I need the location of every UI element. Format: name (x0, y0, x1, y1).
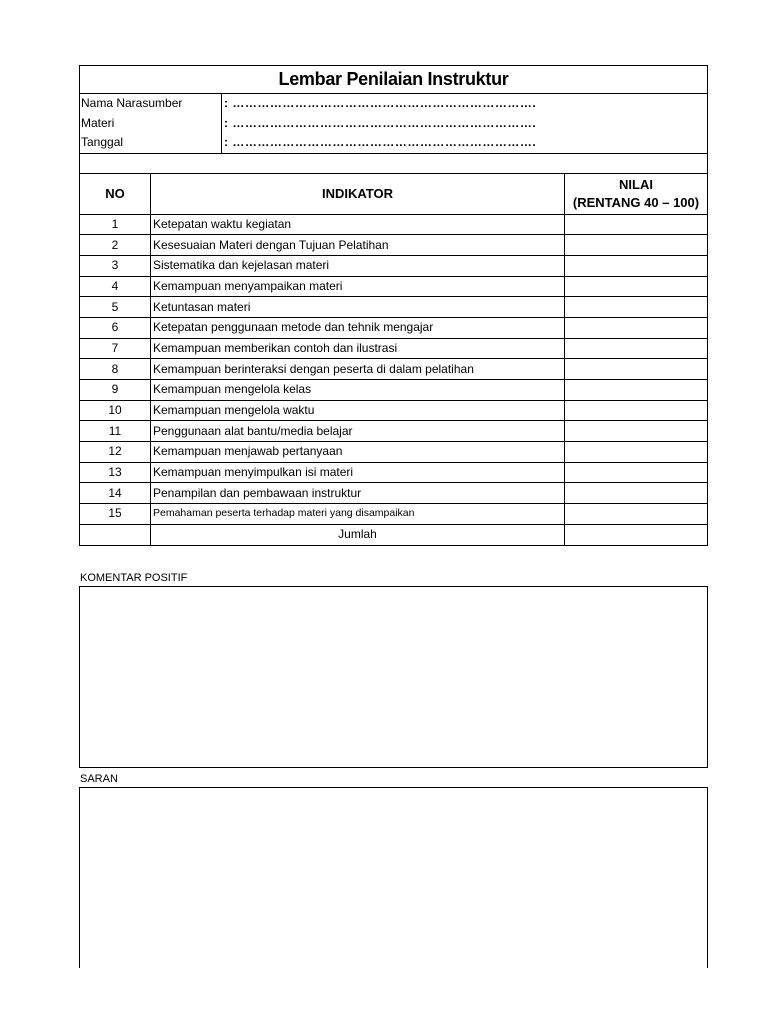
assessment-form (79, 65, 707, 546)
assessment-table (79, 65, 708, 546)
table-row (80, 380, 708, 401)
header-indikator: INDIKATOR (151, 173, 565, 214)
row-indikator: Kemampuan mengelola kelas (151, 380, 565, 401)
table-row (80, 483, 708, 504)
row-number: 1 (80, 214, 151, 235)
row-number: 12 (80, 442, 151, 463)
row-indikator: Kemampuan menyampaikan materi (151, 276, 565, 297)
row-number: 4 (80, 276, 151, 297)
row-nilai-cell[interactable] (565, 359, 708, 380)
table-row (80, 421, 708, 442)
row-indikator: Penggunaan alat bantu/media belajar (151, 421, 565, 442)
row-number: 6 (80, 317, 151, 338)
total-value-cell[interactable] (565, 524, 708, 545)
tanggal-field[interactable]: : ………………………………………………………………. (224, 135, 537, 149)
row-indikator: Kemampuan mengelola waktu (151, 400, 565, 421)
table-row (80, 276, 708, 297)
table-row (80, 235, 708, 256)
row-number: 7 (80, 338, 151, 359)
row-nilai-cell[interactable] (565, 214, 708, 235)
row-number: 15 (80, 504, 151, 525)
row-nilai-cell[interactable] (565, 462, 708, 483)
row-number: 13 (80, 462, 151, 483)
table-row (80, 400, 708, 421)
info-row-narasumber (80, 94, 707, 114)
table-row (80, 214, 708, 235)
row-nilai-cell[interactable] (565, 255, 708, 276)
narasumber-field[interactable]: : ………………………………………………………………. (224, 96, 537, 110)
header-no: NO (80, 173, 151, 214)
header-nilai-line1: NILAI (619, 176, 653, 192)
total-row (80, 524, 708, 545)
info-row-tanggal (80, 133, 707, 153)
row-number: 9 (80, 380, 151, 401)
saran-label: SARAN (80, 773, 118, 785)
row-indikator: Pemahaman peserta terhadap materi yang disampaikan (151, 504, 565, 525)
spacer-row (80, 153, 708, 173)
row-nilai-cell[interactable] (565, 380, 708, 401)
table-row (80, 442, 708, 463)
row-nilai-cell[interactable] (565, 442, 708, 463)
row-indikator: Penampilan dan pembawaan instruktur (151, 483, 565, 504)
row-number: 2 (80, 235, 151, 256)
row-nilai-cell[interactable] (565, 400, 708, 421)
row-indikator: Kemampuan berinteraksi dengan peserta di dalam pelatihan (151, 359, 565, 380)
row-indikator: Kemampuan memberikan contoh dan ilustrasi (151, 338, 565, 359)
table-row (80, 338, 708, 359)
table-header (80, 173, 708, 214)
info-label: Materi (80, 114, 222, 134)
komentar-label: KOMENTAR POSITIF (80, 572, 188, 584)
row-indikator: Kesesuaian Materi dengan Tujuan Pelatihan (151, 235, 565, 256)
saran-box[interactable] (79, 787, 708, 968)
info-section (80, 94, 708, 154)
info-row-materi (80, 114, 707, 134)
komentar-box[interactable] (79, 586, 708, 768)
row-nilai-cell[interactable] (565, 297, 708, 318)
table-row (80, 462, 708, 483)
table-row (80, 297, 708, 318)
row-indikator: Ketepatan penggunaan metode dan tehnik mengajar (151, 317, 565, 338)
total-label: Jumlah (151, 524, 565, 545)
row-nilai-cell[interactable] (565, 421, 708, 442)
row-nilai-cell[interactable] (565, 276, 708, 297)
header-nilai-line2: (RENTANG 40 – 100) (572, 194, 700, 210)
row-indikator: Ketepatan waktu kegiatan (151, 214, 565, 235)
row-nilai-cell[interactable] (565, 235, 708, 256)
row-indikator: Kemampuan menyimpulkan isi materi (151, 462, 565, 483)
row-number: 5 (80, 297, 151, 318)
total-no-cell (80, 524, 151, 545)
row-number: 10 (80, 400, 151, 421)
table-row (80, 504, 708, 525)
table-row (80, 317, 708, 338)
header-nilai (565, 173, 708, 214)
info-label: Nama Narasumber (80, 94, 222, 114)
table-row (80, 359, 708, 380)
row-number: 8 (80, 359, 151, 380)
row-nilai-cell[interactable] (565, 338, 708, 359)
page-title: Lembar Penilaian Instruktur (80, 66, 708, 94)
row-indikator: Kemampuan menjawab pertanyaan (151, 442, 565, 463)
info-label: Tanggal (80, 133, 222, 153)
row-indikator: Ketuntasan materi (151, 297, 565, 318)
row-number: 11 (80, 421, 151, 442)
table-row (80, 255, 708, 276)
row-nilai-cell[interactable] (565, 504, 708, 525)
row-number: 14 (80, 483, 151, 504)
row-nilai-cell[interactable] (565, 317, 708, 338)
row-indikator: Sistematika dan kejelasan materi (151, 255, 565, 276)
row-number: 3 (80, 255, 151, 276)
materi-field[interactable]: : ………………………………………………………………. (224, 115, 537, 130)
row-nilai-cell[interactable] (565, 483, 708, 504)
